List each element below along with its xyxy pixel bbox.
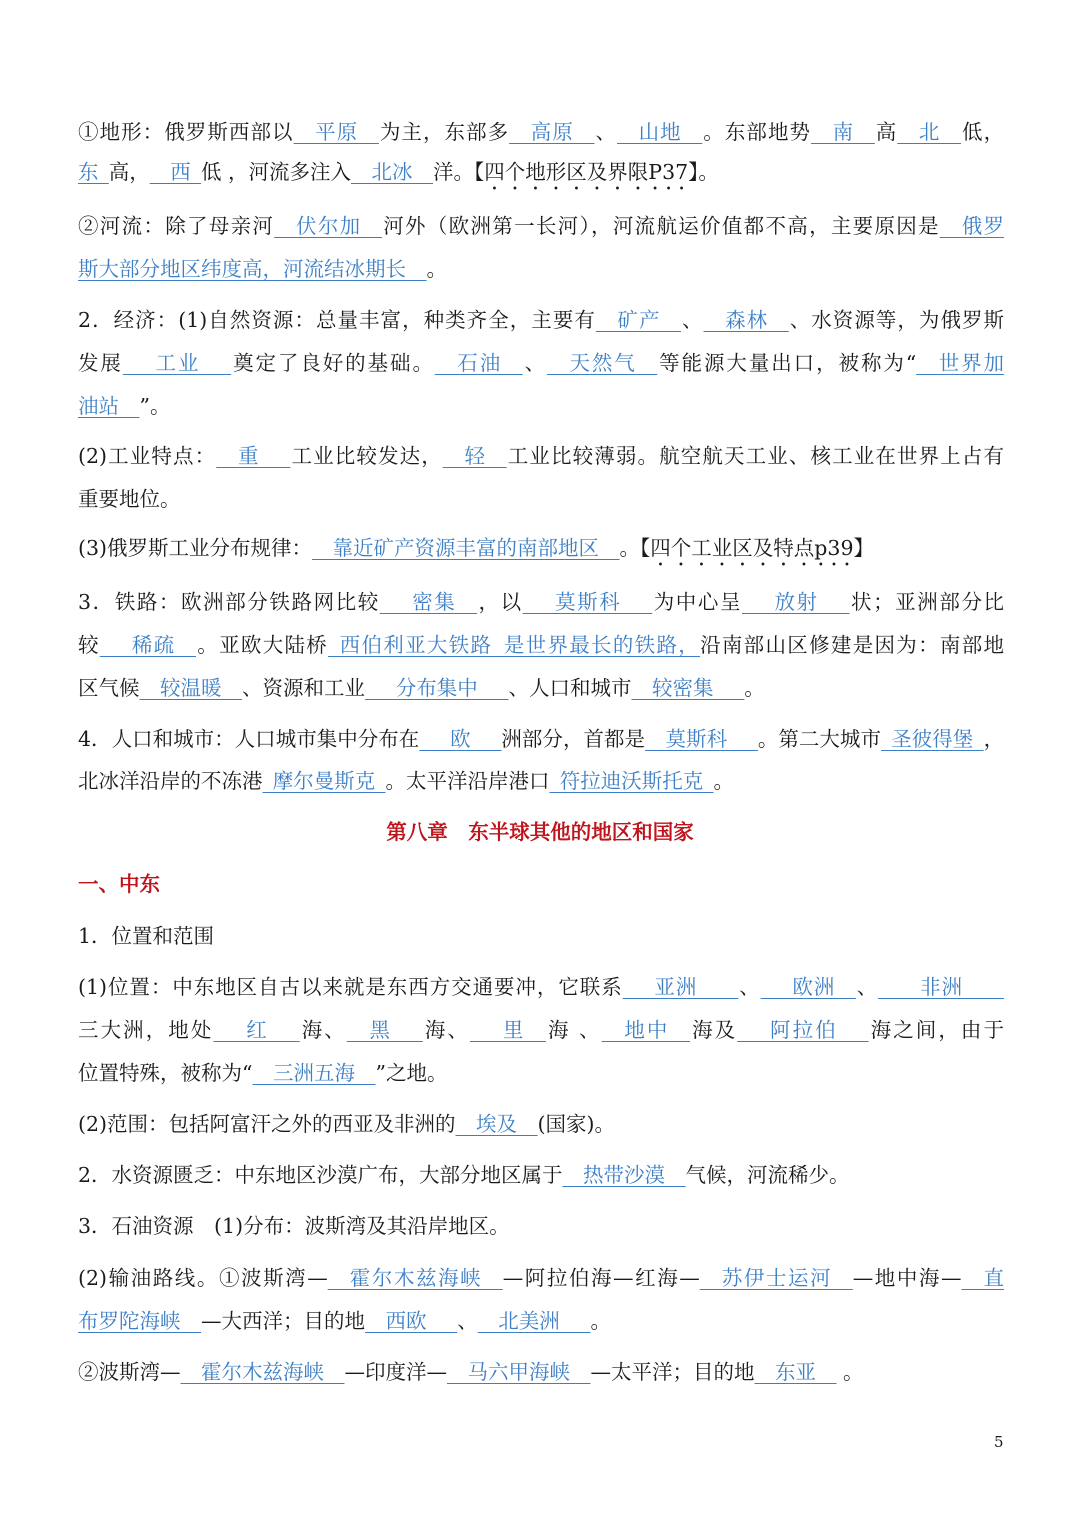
text-line [78,158,1004,195]
text-segment: 发展 [78,351,123,375]
text-segment: 区气候 [78,676,140,700]
text-segment: 2．经济：(1)自然资源：总量丰富，种类齐全，主要有 [78,308,596,332]
text-line [78,349,1004,377]
answer-blank: __热带沙漠__ [562,1163,686,1187]
answer-blank: 斯大部分地区纬度高，河流结冰期长__ [78,257,427,281]
text-line [78,212,1004,240]
text-line [78,973,1004,1001]
answer-blank: ____非洲____ [878,975,1005,999]
answer-blank: ___放射___ [742,590,850,614]
text-segment: (2)工业特点： [78,444,217,468]
answer-blank: __矿产__ [595,308,681,332]
answer-blank: ___亚洲____ [622,975,739,999]
answer-blank: __俄罗 [939,214,1005,238]
text-segment: ，以 [476,590,523,614]
text-segment: 为中心呈 [652,590,743,614]
text-segment: —阿拉伯海—红海— [502,1266,700,1290]
text-line [78,1016,1004,1044]
text-segment: —太平洋；目的地 [590,1360,755,1384]
text-line [78,255,1004,283]
section-title: 一、中东 [78,872,160,896]
answer-blank: ___欧洲__ [760,975,856,999]
text-segment: 高， [108,160,150,184]
text-segment: 。【 [619,536,651,560]
text-line [78,1212,1004,1240]
answer-blank: __埃及__ [455,1112,538,1136]
page-number: 5 [994,1433,1004,1451]
text-line [78,306,1004,334]
answer-blank: _西伯利亚大铁路_是世界最长的铁路， [328,633,701,657]
emphasis-text: P37 [648,160,689,184]
text-segment: 。 [713,769,734,793]
text-segment: 洲部分，首都是 [501,727,646,751]
answer-blank: __较密集___ [631,676,745,700]
text-line [78,442,1004,470]
answer-blank: 油站__ [78,394,140,418]
text-line [78,392,1004,420]
text-segment: 、 [594,120,618,144]
text-segment: 沿南部山区修建是因为：南部地 [700,633,1005,657]
emphasis-text: p39 [814,536,854,560]
answer-blank: ___密集__ [379,590,477,614]
answer-blank: _摩尔曼斯克_ [262,769,386,793]
answer-blank: __北冰__ [351,160,434,184]
text-segment: ”。 [139,394,171,418]
answer-blank: ___红___ [213,1018,300,1042]
answer-blank: __高原__ [509,120,595,144]
text-line [78,534,1004,571]
text-segment: 低 ，河流多注入 [201,160,352,184]
answer-blank: ___阿拉伯___ [737,1018,869,1042]
text-segment: 、 [738,975,761,999]
text-segment: 等能源大量出口，被称为“ [657,351,917,375]
text-segment: 气候，河流稀少。 [685,1163,850,1187]
text-segment: 海及 [689,1018,738,1042]
text-segment: 北冰洋沿岸的不冻港 [78,769,263,793]
text-segment: ”之地。 [375,1061,448,1085]
answer-blank: __北__ [897,120,961,144]
emphasis-text: 四个地形区及界限 [484,160,649,184]
text-segment: 、 [522,351,548,375]
text-segment: 工业比较薄弱。航空航天工业、核工业在世界上占有 [506,444,1005,468]
text-line [78,631,1004,659]
text-segment: 海、 [299,1018,347,1042]
answer-blank: 东_ [78,160,109,184]
answer-blank: ___莫斯科___ [522,590,653,614]
chapter-title: 第八章 东半球其他的地区和国家 [386,820,694,844]
text-segment: 。亚欧大陆桥 [195,633,329,657]
text-line [78,588,1004,616]
text-segment: 】 [853,536,875,560]
text-line [78,767,1004,795]
answer-blank: __天然气__ [547,351,658,375]
text-segment: 河外（欧洲第一长河），河流航运价值都不高，主要原因是 [381,214,940,238]
answer-blank: ___工业___ [122,351,232,375]
text-segment: 工业比较发达， [290,444,443,468]
text-segment: —印度洋— [344,1360,447,1384]
text-line [78,725,1004,753]
answer-blank: __东亚__ [754,1360,837,1384]
text-segment: ②波斯湾— [78,1360,181,1384]
answer-blank: __世界加 [916,351,1005,375]
answer-blank: __三洲五海__ [252,1061,376,1085]
answer-blank: __靠近矿产资源丰富的南部地区__ [312,536,620,560]
text-segment: 、 [855,975,879,999]
answer-blank: __地中__ [601,1018,690,1042]
text-segment: 。 [426,257,447,281]
text-segment: 。 [836,1360,864,1384]
text-segment: 。 [744,676,765,700]
answer-blank: __西欧___ [365,1309,458,1333]
text-line [78,485,1004,513]
answer-blank: __南__ [811,120,875,144]
text-segment: ②河流：除了母亲河 [78,214,275,238]
text-segment: 】。 [688,160,719,184]
text-segment: 高 [874,120,898,144]
text-segment: 、 [457,1309,478,1333]
text-segment: 3．铁路：欧洲部分铁路网比较 [78,590,380,614]
answer-blank: __轻__ [442,444,507,468]
answer-blank: _圣彼得堡_ [880,727,984,751]
text-segment: 状；亚洲部分比 [849,590,1005,614]
text-segment: ， [983,727,1005,751]
answer-blank: __石油__ [434,351,523,375]
text-segment: 海 、 [545,1018,602,1042]
answer-blank: __平原__ [293,120,379,144]
text-segment: (国家)。 [537,1112,616,1136]
answer-blank: ___欧___ [419,727,502,751]
text-segment: 低， [960,120,1005,144]
text-segment: 、资源和工业 [242,676,365,700]
answer-blank: __莫斯科___ [645,727,758,751]
text-segment: (2)输油路线。①波斯湾— [78,1266,328,1290]
text-segment: (2)范围：包括阿富汗之外的西亚及非洲的 [78,1112,456,1136]
text-segment: (3)俄罗斯工业分布规律： [78,536,313,560]
text-segment: 较 [78,633,100,657]
text-segment: 三大洲，地处 [78,1018,214,1042]
answer-blank: __较温暖__ [139,676,242,700]
text-line [78,1307,1004,1335]
text-segment: (1)位置：中东地区自古以来就是东西方交通要冲，它联系 [78,975,623,999]
answer-blank: 布罗陀海峡__ [78,1309,201,1333]
text-segment: 、人口和城市 [508,676,632,700]
answer-blank: ___里__ [470,1018,546,1042]
answer-blank: __西_ [149,160,201,184]
text-segment: 海之间，由于 [868,1018,1004,1042]
answer-blank: __伏尔加__ [274,214,382,238]
text-segment: 。第二大城市 [757,727,881,751]
answer-blank: __直 [961,1266,1005,1290]
answer-blank: _符拉迪沃斯托克_ [549,769,714,793]
answer-blank: __苏伊士运河__ [699,1266,853,1290]
answer-blank: __森林__ [703,308,789,332]
answer-blank: __重___ [216,444,291,468]
answer-blank: __马六甲海峡__ [447,1360,591,1384]
text-segment: 奠定了良好的基础。 [231,351,435,375]
text-segment: 。太平洋沿岸港口 [385,769,550,793]
answer-blank: ___分布集中___ [365,676,509,700]
text-segment: 、 [681,308,704,332]
text-line [78,922,1004,950]
text-segment: 1．位置和范围 [78,924,215,948]
text-segment: —地中海— [852,1266,962,1290]
text-segment: 为主，东部多 [378,120,510,144]
text-segment: 、水资源等，为俄罗斯 [788,308,1005,332]
text-line [78,1110,1004,1138]
text-line [78,1161,1004,1189]
text-line [78,1358,1004,1386]
text-segment: 。东部地势 [702,120,812,144]
answer-blank: __霍尔木兹海峡__ [327,1266,503,1290]
text-segment: 3．石油资源 (1)分布：波斯湾及其沿岸地区。 [78,1214,510,1238]
text-segment: —大西洋；目的地 [201,1309,365,1333]
answer-blank: __黑___ [346,1018,423,1042]
text-segment: 重要地位。 [78,487,181,511]
emphasis-text: 四个工业区及特点 [650,536,815,560]
text-segment: ①地形：俄罗斯西部以 [78,120,294,144]
text-segment: 洋。【 [433,160,485,184]
answer-blank: __霍尔木兹海峡__ [180,1360,345,1384]
text-line [78,118,1004,146]
text-line [78,1264,1004,1292]
text-line [78,674,1004,702]
text-segment: 4．人口和城市：人口城市集中分布在 [78,727,420,751]
text-segment: 位置特殊，被称为“ [78,1061,253,1085]
text-segment: 海、 [422,1018,470,1042]
text-line [78,1059,1004,1087]
answer-blank: __山地__ [617,120,703,144]
text-segment: 。 [590,1309,611,1333]
answer-blank: ___稀疏__ [99,633,196,657]
text-segment: 2．水资源匮乏：中东地区沙漠广布，大部分地区属于 [78,1163,563,1187]
answer-blank: __北美洲___ [477,1309,591,1333]
